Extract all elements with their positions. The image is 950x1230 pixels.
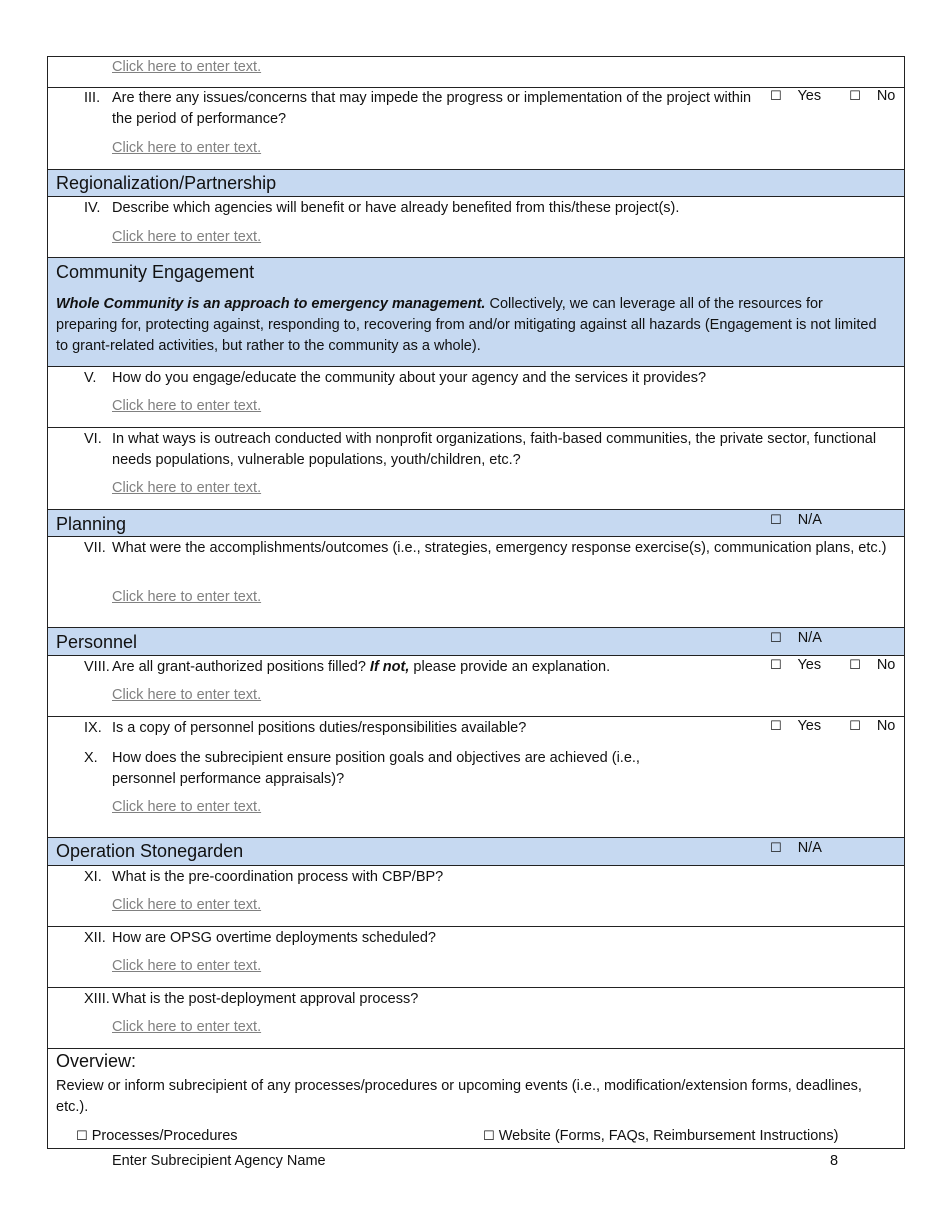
no-checkbox[interactable] [849, 657, 907, 673]
question-xiii [84, 989, 892, 1010]
text-entry-field[interactable]: Click here to enter text. [112, 589, 262, 605]
footer-agency-name: Enter Subrecipient Agency Name [112, 1153, 326, 1169]
question-vi [84, 429, 892, 471]
processes-checkbox[interactable] [76, 1128, 238, 1144]
yes-label: Yes [797, 718, 822, 734]
question-number: XI. [84, 869, 102, 885]
text-entry-field[interactable]: Click here to enter text. [112, 398, 262, 414]
section-title: Regionalization/Partnership [56, 173, 277, 193]
question-text: Are there any issues/concerns that may impede the progress or implementation of the project within the period of performance? [112, 90, 752, 127]
question-row-ix-x [48, 717, 904, 838]
section-header-operation-stonegarden [48, 838, 904, 866]
question-xi [84, 867, 892, 888]
na-label: N/A [797, 512, 822, 528]
review-form [47, 56, 905, 1149]
question-number: XII. [84, 930, 106, 946]
question-v [84, 368, 892, 389]
question-number: IV. [84, 200, 101, 216]
question-number: XIII. [84, 991, 110, 1007]
website-label: Website (Forms, FAQs, Reimbursement Instructions) [498, 1128, 839, 1144]
checkbox-icon: ☐ [770, 89, 782, 104]
question-row-iii [48, 88, 904, 170]
question-text: What is the post-deployment approval process? [112, 991, 419, 1007]
question-text: Describe which agencies will benefit or have already benefited from this/these project(s). [112, 200, 680, 216]
section-header-regionalization [48, 170, 904, 197]
na-label: N/A [797, 840, 822, 856]
no-label: No [876, 657, 896, 673]
checkbox-icon: ☐ [770, 631, 782, 646]
overview-title: Overview: [56, 1051, 137, 1071]
yes-label: Yes [797, 88, 822, 104]
checkbox-icon: ☐ [770, 513, 782, 528]
na-checkbox[interactable] [770, 630, 834, 646]
question-row-xiii [48, 988, 904, 1049]
question-row-viii [48, 656, 904, 717]
checkbox-icon: ☐ [76, 1129, 88, 1144]
checkbox-icon: ☐ [483, 1129, 495, 1144]
text-entry-field[interactable]: Click here to enter text. [112, 687, 262, 703]
question-text: How does the subrecipient ensure position goals and objectives are achieved (i.e., personnel performance appraisals)? [112, 750, 640, 787]
checkbox-icon: ☐ [770, 658, 782, 673]
checkbox-icon: ☐ [849, 89, 861, 104]
question-number: III. [84, 90, 101, 106]
yes-no-group [770, 88, 919, 104]
na-checkbox[interactable] [770, 840, 834, 856]
text-entry-field[interactable]: Click here to enter text. [112, 140, 262, 156]
question-number: V. [84, 370, 97, 386]
question-number: IX. [84, 720, 102, 736]
community-description [56, 294, 886, 357]
no-label: No [876, 718, 896, 734]
overview-text: Review or inform subrecipient of any processes/procedures or upcoming events (i.e., modification/extension forms, deadlines, etc.). [56, 1078, 862, 1115]
community-text: Collectively, we can leverage all of the resources for preparing for, protecting against, responding to, recovering from and/or mitigating against all hazards (Engagement is not limited to grant-related activities, but rather to the community as a whole). [56, 296, 877, 354]
checkbox-icon: ☐ [849, 719, 861, 734]
question-text: How do you engage/educate the community about your agency and the services it provides? [112, 370, 707, 386]
question-number: X. [84, 750, 98, 766]
overview-section [48, 1049, 904, 1149]
question-number: VIII. [84, 659, 110, 675]
text-entry-field[interactable]: Click here to enter text. [112, 897, 262, 913]
community-bold-text: Whole Community is an approach to emergency management. [56, 296, 486, 312]
checkbox-icon: ☐ [770, 841, 782, 856]
question-row-xii [48, 927, 904, 988]
question-xii [84, 928, 892, 949]
question-emphasis: If not, [369, 659, 410, 675]
no-checkbox[interactable] [849, 88, 907, 104]
yes-checkbox[interactable] [770, 88, 833, 104]
yes-no-group [770, 657, 919, 673]
question-row-vi [48, 428, 904, 510]
text-entry-field[interactable]: Click here to enter text. [112, 958, 262, 974]
yes-no-group [770, 718, 919, 734]
na-checkbox[interactable] [770, 512, 834, 528]
text-entry-field[interactable]: Click here to enter text. [112, 229, 262, 245]
website-checkbox[interactable] [483, 1128, 838, 1144]
question-row-iv [48, 197, 904, 258]
question-number: VII. [84, 540, 106, 556]
section-header-community-engagement [48, 258, 904, 367]
section-title: Operation Stonegarden [56, 841, 244, 861]
question-text: Are all grant-authorized positions filled? [112, 659, 370, 675]
question-viii [84, 657, 752, 678]
yes-label: Yes [797, 657, 822, 673]
form-row [48, 57, 904, 88]
question-row-vii [48, 537, 904, 628]
question-text: How are OPSG overtime deployments scheduled? [112, 930, 436, 946]
section-header-personnel [48, 628, 904, 656]
no-label: No [876, 88, 896, 104]
section-title: Community Engagement [56, 262, 255, 282]
text-entry-field[interactable]: Click here to enter text. [112, 799, 262, 815]
question-row-v [48, 367, 904, 428]
question-text: please provide an explanation. [409, 659, 611, 675]
question-vii [84, 538, 892, 559]
checkbox-icon: ☐ [849, 658, 861, 673]
na-label: N/A [797, 630, 822, 646]
question-text: What were the accomplishments/outcomes (i.e., strategies, emergency response exercise(s), communication plans, etc.) [112, 540, 887, 556]
no-checkbox[interactable] [849, 718, 907, 734]
section-header-planning [48, 510, 904, 537]
question-number: VI. [84, 431, 102, 447]
question-text: In what ways is outreach conducted with nonprofit organizations, faith-based communities, the private sector, functional needs populations, vulnerable populations, youth/children, etc.? [112, 431, 877, 468]
question-text: Is a copy of personnel positions duties/responsibilities available? [112, 720, 527, 736]
question-iii [84, 88, 752, 130]
page-number: 8 [830, 1153, 839, 1169]
section-title: Personnel [56, 632, 138, 652]
question-ix [84, 718, 752, 739]
processes-label: Processes/Procedures [91, 1128, 238, 1144]
text-entry-field[interactable]: Click here to enter text. [112, 59, 262, 75]
question-row-xi [48, 866, 904, 927]
question-text: What is the pre-coordination process with CBP/BP? [112, 869, 444, 885]
yes-checkbox[interactable] [770, 657, 833, 673]
yes-checkbox[interactable] [770, 718, 833, 734]
text-entry-field[interactable]: Click here to enter text. [112, 480, 262, 496]
section-title: Planning [56, 514, 127, 534]
question-iv [84, 198, 892, 219]
question-x [84, 748, 692, 790]
text-entry-field[interactable]: Click here to enter text. [112, 1019, 262, 1035]
checkbox-icon: ☐ [770, 719, 782, 734]
